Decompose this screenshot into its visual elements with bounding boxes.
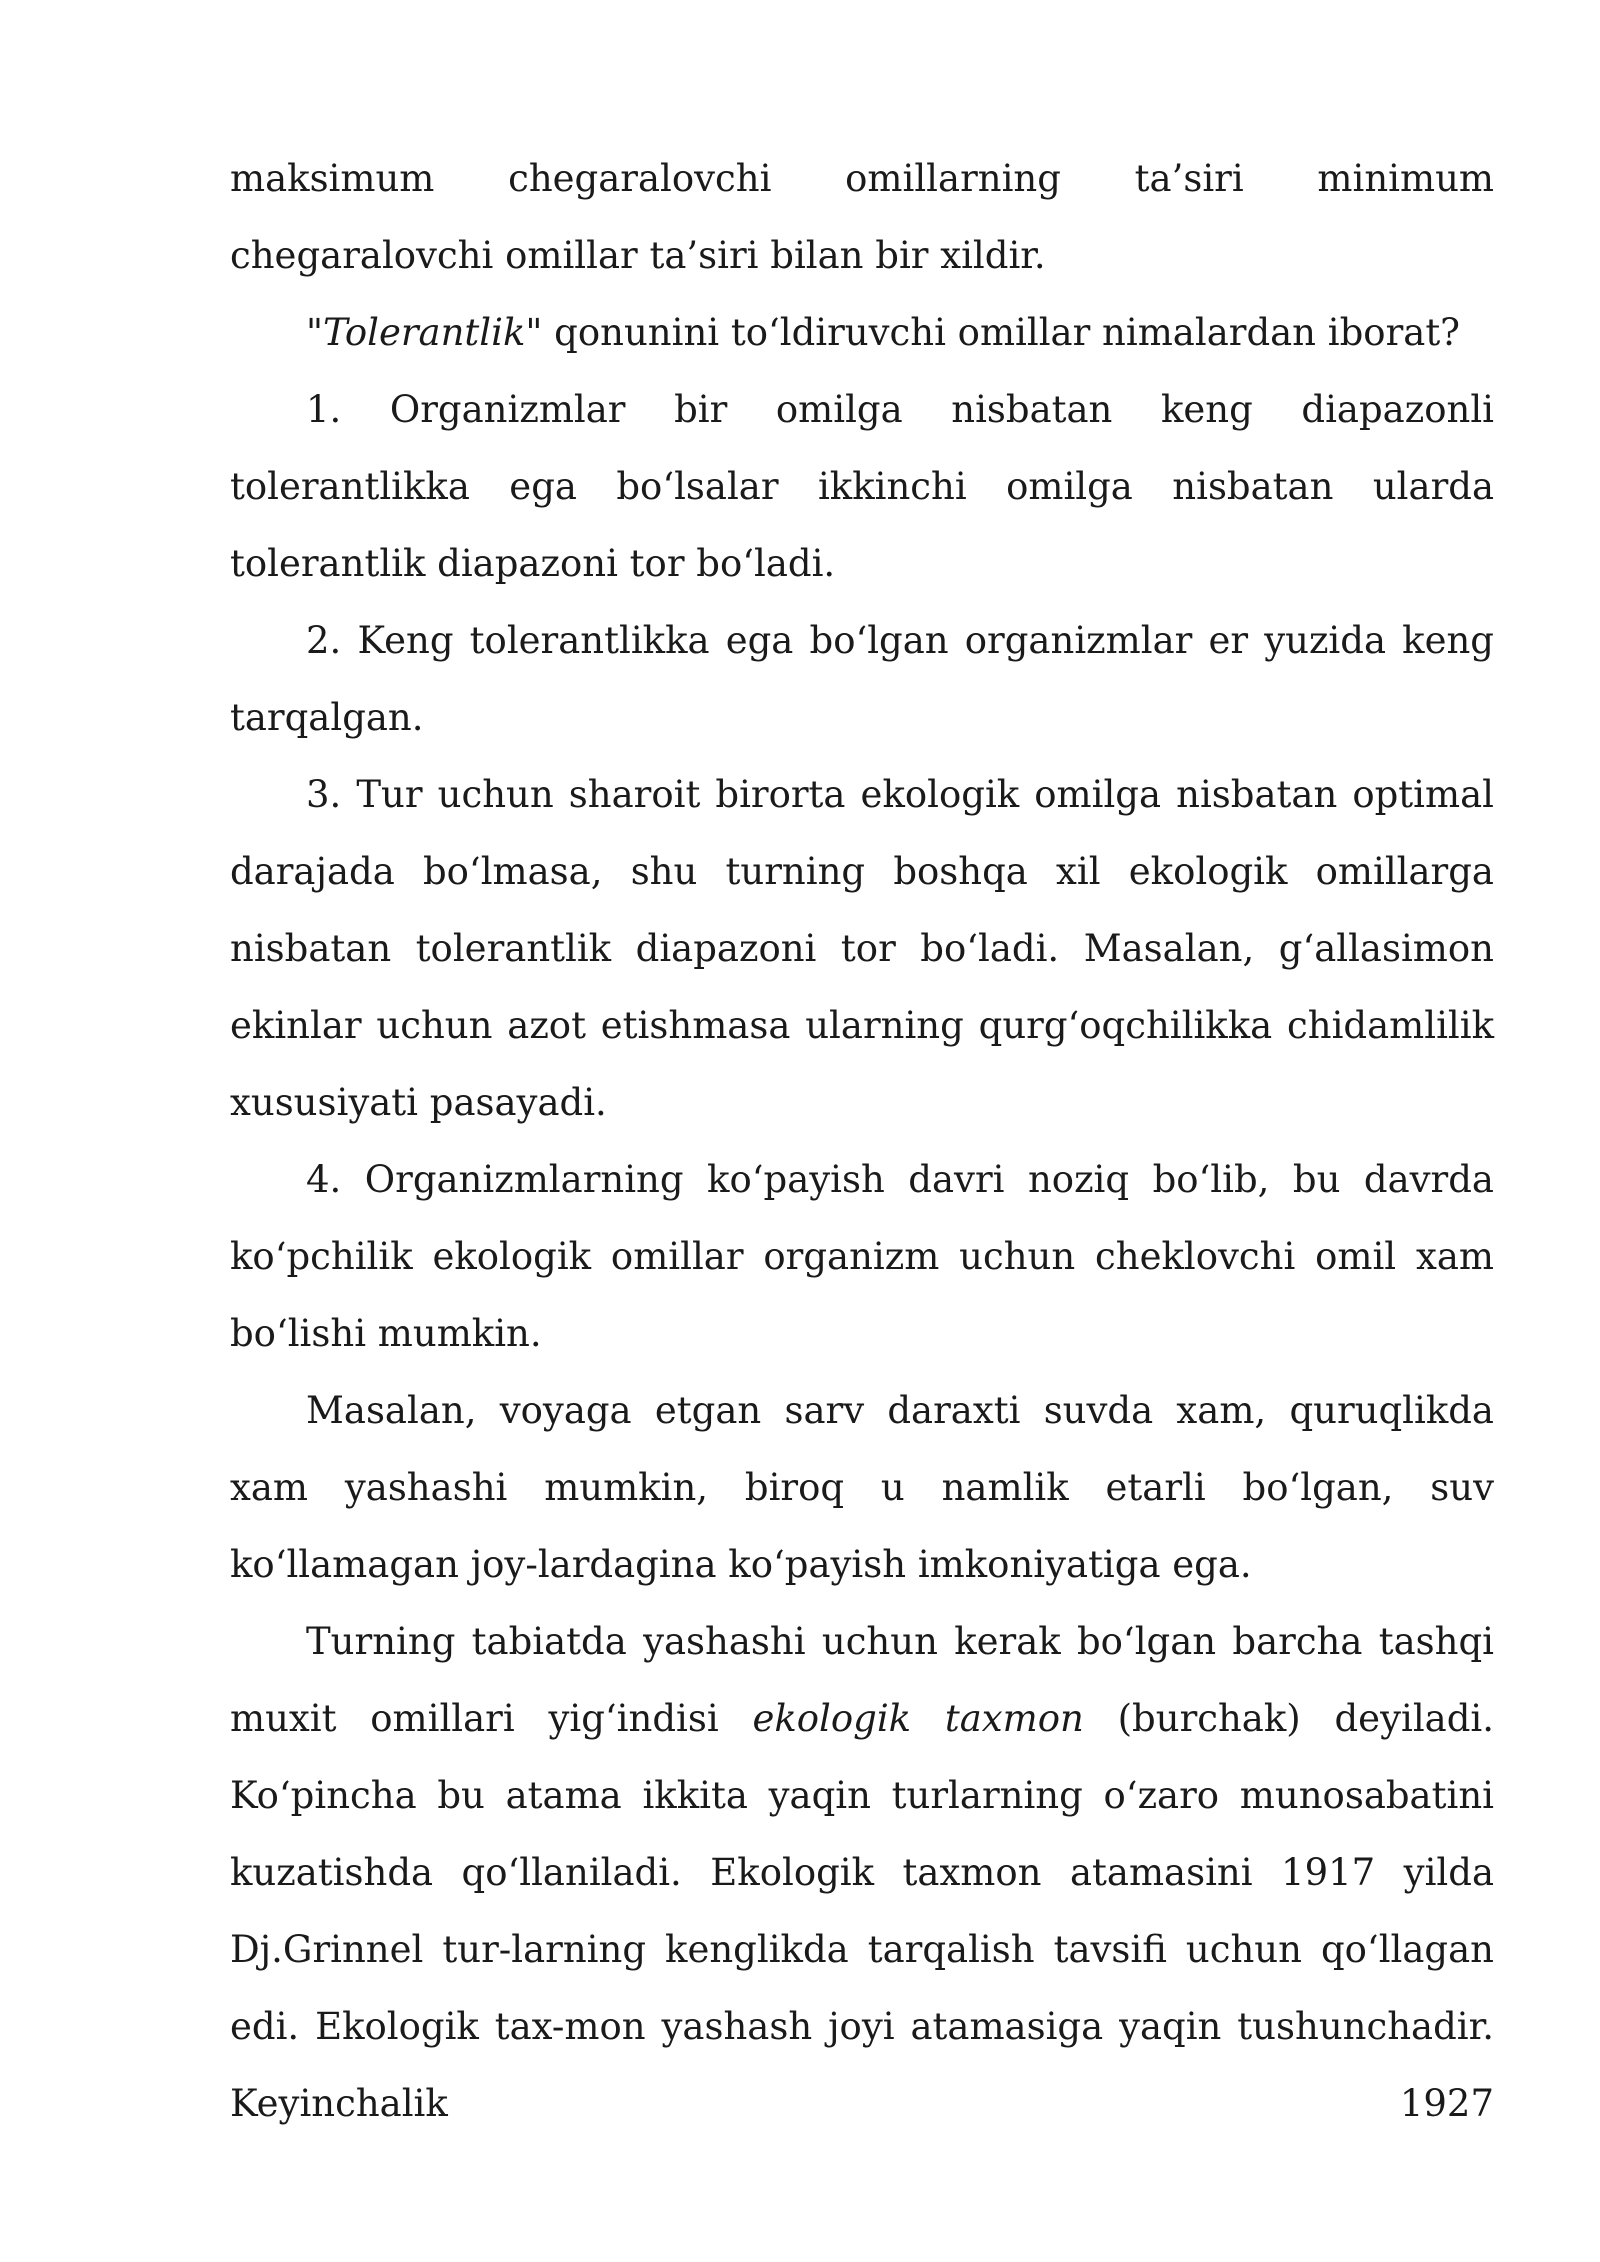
list-item-4 — [230, 1141, 1494, 1372]
paragraph-text: maksimum chegaralovchi omillarning ta’siri minimum chegaralovchi omillar ta’siri bilan bir xildir. — [230, 157, 1494, 277]
emphasis-term: ekologik taxmon — [752, 1697, 1084, 1740]
paragraph-text: Masalan, voyaga etgan sarv daraxti suvda xam, quruqlikda xam yashashi mumkin, biroq u namlik etarli bo‘lgan, suv ko‘llamagan joy-lardagina ko‘payish imkoniyatiga ega. — [230, 1389, 1494, 1586]
paragraph-text: 3. Tur uchun sharoit birorta ekologik omilga nisbatan optimal darajada bo‘lmasa, shu turning boshqa xil ekologik omillarga nisbatan tolerantlik diapazoni tor bo‘ladi. Masalan, g‘allasimon ekinlar uchun azot etishmasa ularning qurg‘oqchilikka chidamlilik xususiyati pasayadi. — [230, 773, 1494, 1124]
paragraph-text: Turning tabiatda yashashi uchun kerak bo‘lgan barcha tashqi muxit omillari yig‘indisi — [230, 1620, 1494, 1740]
paragraph-text: (burchak) deyiladi. Ko‘pincha bu atama ikkita yaqin turlarning o‘zaro munosabatini kuzatishda qo‘llaniladi. Ekologik taxmon atamasini 1917 yilda Dj.Grinnel tur-larning kenglikda tarqalish tavsifi uchun qo‘llagan edi. Ekologik tax-mon yashash joyi atamasiga yaqin tushunchadir. Keyinchalik 1927 — [230, 1697, 1494, 2125]
list-item-3 — [230, 756, 1494, 1141]
paragraph-text: 1. Organizmlar bir omilga nisbatan keng diapazonli tolerantlikka ega bo‘lsalar ikkinchi omilga nisbatan ularda tolerantlik diapazoni tor bo‘ladi. — [230, 388, 1494, 585]
document-page — [230, 140, 1494, 2142]
paragraph-continuation — [230, 140, 1494, 294]
list-item-1 — [230, 371, 1494, 602]
paragraph-text: 4. Organizmlarning ko‘payish davri noziq bo‘lib, bu davrda ko‘pchilik ekologik omillar organizm uchun cheklovchi omil xam bo‘lishi mumkin. — [230, 1158, 1494, 1355]
paragraph-text: " — [306, 311, 324, 354]
paragraph-question — [230, 294, 1494, 371]
list-item-2 — [230, 602, 1494, 756]
paragraph-text: " qonunini to‘ldiruvchi omillar nimalardan iborat? — [525, 311, 1461, 354]
paragraph-example — [230, 1372, 1494, 1603]
emphasis-term: Tolerantlik — [323, 311, 526, 354]
paragraph-ecological-niche — [230, 1603, 1494, 2142]
paragraph-text: 2. Keng tolerantlikka ega bo‘lgan organizmlar er yuzida keng tarqalgan. — [230, 619, 1494, 739]
